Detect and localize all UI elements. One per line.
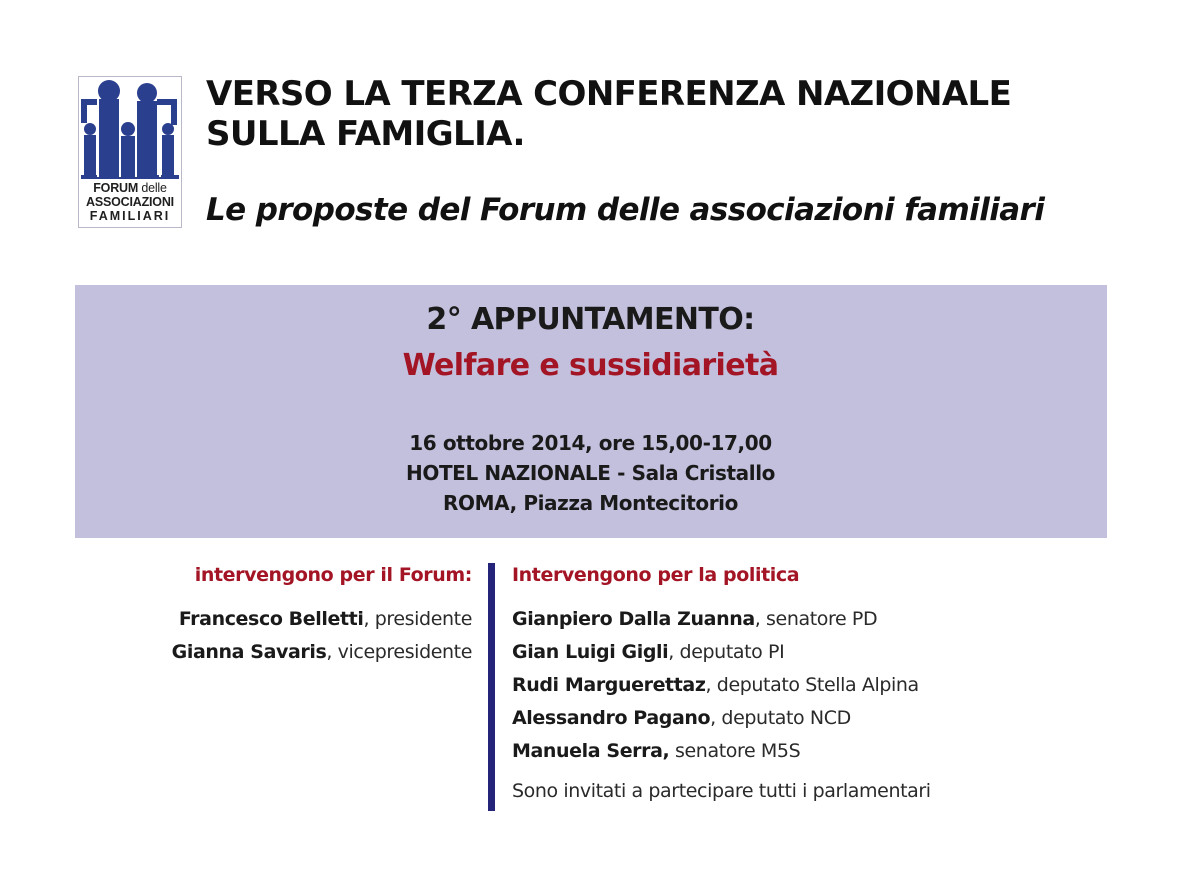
forum-speakers-list	[100, 603, 472, 669]
speaker-item	[512, 636, 1112, 669]
speaker-name: Gianpiero Dalla Zuanna	[512, 608, 755, 630]
speaker-name: Rudi Marguerettaz	[512, 674, 706, 696]
forum-speakers-column	[100, 560, 472, 669]
speaker-name: Gian Luigi Gigli	[512, 641, 669, 663]
page-title	[206, 74, 1106, 154]
speaker-role: , deputato PI	[668, 641, 785, 663]
logo-wordmark	[79, 181, 181, 223]
event-venue: HOTEL NAZIONALE - Sala Cristallo	[406, 461, 775, 485]
logo-word-forum: FORUM	[93, 181, 139, 195]
logo-word-delle: delle	[141, 181, 167, 195]
event-title: 2° APPUNTAMENTO:	[426, 302, 755, 337]
speaker-name: Francesco Belletti	[178, 608, 364, 630]
speaker-role: , vicepresidente	[326, 641, 472, 663]
speaker-item	[512, 702, 1112, 735]
speaker-name: Manuela Serra,	[512, 740, 670, 762]
column-divider	[488, 563, 495, 811]
speaker-item	[512, 603, 1112, 636]
speaker-role: , presidente	[363, 608, 472, 630]
speaker-item	[512, 735, 1112, 768]
speaker-role: , deputato NCD	[710, 707, 851, 729]
forum-logo	[78, 76, 182, 228]
speaker-role: , deputato Stella Alpina	[705, 674, 919, 696]
speaker-item	[100, 603, 472, 636]
speaker-role: senatore M5S	[669, 740, 801, 762]
event-topic: Welfare e sussidiarietà	[402, 348, 779, 383]
speaker-role: , senatore PD	[754, 608, 878, 630]
invitation-note: Sono invitati a partecipare tutti i parlamentari	[512, 780, 931, 802]
political-speakers-heading: Intervengono per la politica	[512, 564, 800, 586]
event-details	[0, 428, 1181, 518]
speaker-item	[512, 669, 1112, 702]
logo-word-associazioni: ASSOCIAZIONI	[86, 195, 174, 209]
event-location: ROMA, Piazza Montecitorio	[443, 491, 738, 515]
forum-speakers-heading: intervengono per il Forum:	[194, 564, 472, 586]
speaker-item	[100, 636, 472, 669]
page-subtitle: Le proposte del Forum delle associazioni familiari	[206, 192, 1045, 228]
political-speakers-list	[512, 603, 1112, 768]
speaker-name: Alessandro Pagano	[512, 707, 711, 729]
title-line-1: VERSO LA TERZA CONFERENZA NAZIONALE	[206, 74, 1012, 114]
event-date: 16 ottobre 2014, ore 15,00-17,00	[409, 431, 772, 455]
logo-word-familiari: FAMILIARI	[89, 209, 171, 223]
family-figures-icon	[81, 79, 179, 179]
speaker-name: Gianna Savaris	[171, 641, 327, 663]
title-line-2: SULLA FAMIGLIA.	[206, 114, 525, 154]
political-speakers-column	[512, 560, 1112, 806]
